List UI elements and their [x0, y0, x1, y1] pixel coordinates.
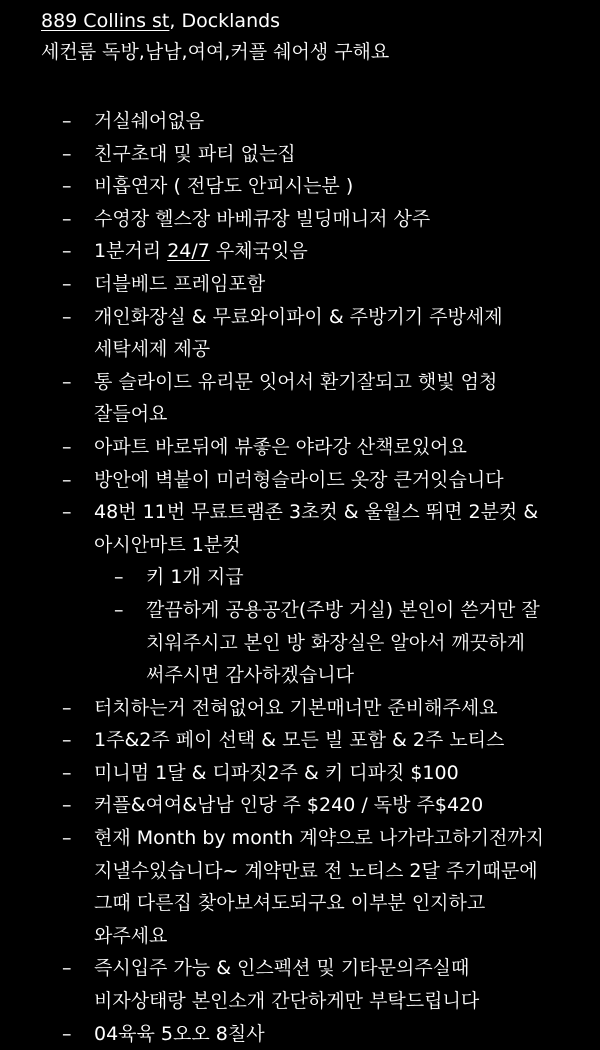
- list-item-text: 더블베드 프레임포함: [94, 272, 266, 295]
- dash-bullet: –: [62, 110, 72, 132]
- list-item-text: 아파트 바로뒤에 뷰좋은 야라강 산책로있어요: [94, 435, 467, 458]
- dash-bullet: –: [62, 468, 72, 491]
- list-item-text: 비흡연자 ( 전담도 안피시는분 ): [94, 175, 354, 198]
- list-item: [0, 366, 564, 431]
- list-item: [0, 1018, 564, 1050]
- dash-bullet: –: [62, 370, 72, 393]
- list-item-text: 04육육 5오오 8칠사: [94, 1022, 265, 1045]
- list-item-text: 1주&2주 페이 선택 & 모든 빌 포함 & 2주 노티스: [94, 729, 505, 752]
- list-item: [0, 301, 564, 366]
- list-item: [0, 105, 564, 138]
- list-item: [0, 692, 564, 725]
- address-link[interactable]: 889 Collins st: [41, 10, 170, 32]
- list-item-text: 깔끔하게 공용공간(주방 거실) 본인이 쓴거만 잘 치워주시고 본인 방 화장실은 알아서 깨끗하게 써주시면 감사하겠습니다: [146, 598, 540, 687]
- list-item-text-end: 우체국잇음: [209, 240, 308, 263]
- list-item-text: 터치하는거 전혀없어요 기본매너만 준비해주세요: [94, 696, 498, 719]
- dash-bullet: –: [62, 142, 72, 165]
- list-item-text: 친구초대 및 파티 없는집: [94, 142, 296, 165]
- list-item-text: 현재 Month by month 계약으로 나가라고하기전까지 지낼수있습니다~ 계약만료 전 노티스 2달 주기때문에 그때 다른집 찾아보셔도되구요 이부분 인지하고 와주세요: [94, 827, 545, 947]
- list-item: [0, 235, 564, 268]
- dash-bullet: –: [62, 240, 72, 263]
- list-item: [0, 952, 564, 1017]
- list-item: [0, 464, 564, 497]
- list-item-text: 수영장 헬스장 바베큐장 빌딩매니저 상주: [94, 207, 431, 230]
- dash-bullet: –: [62, 729, 72, 752]
- dash-bullet: –: [62, 794, 72, 817]
- list-item: [0, 757, 564, 790]
- dash-bullet: –: [62, 207, 72, 230]
- dash-bullet: –: [114, 598, 124, 621]
- dash-bullet: –: [62, 272, 72, 295]
- dash-bullet: –: [62, 827, 72, 850]
- list-item-text: 방안에 벽붙이 미러형슬라이드 옷장 큰거잇습니다: [94, 468, 504, 491]
- dash-bullet: –: [62, 696, 72, 719]
- dash-bullet: –: [62, 175, 72, 198]
- sub-list-item: [0, 561, 566, 594]
- dash-bullet: –: [62, 501, 72, 524]
- post-title: 세컨룸 독방,남남,여여,커플 쉐어생 구해요: [41, 41, 390, 63]
- list-item-text: 키 1개 지급: [146, 566, 244, 589]
- post-header: [41, 6, 581, 68]
- list-item: [0, 268, 564, 301]
- dash-bullet: –: [62, 435, 72, 458]
- dash-bullet: –: [62, 957, 72, 980]
- list-item: [0, 789, 564, 822]
- detected-link[interactable]: 24/7: [167, 240, 210, 263]
- list-item-text: [94, 240, 308, 262]
- list-item-text: 통 슬라이드 유리문 잇어서 환기잘되고 햇빛 엄청 잘들어요: [94, 370, 498, 426]
- list-item: [0, 496, 564, 561]
- dash-bullet: –: [62, 1022, 72, 1045]
- address-line: [41, 6, 581, 36]
- list-item: [0, 822, 564, 952]
- dash-bullet: –: [62, 761, 72, 784]
- list-item: [0, 203, 564, 236]
- list-item-text: 커플&여여&남남 인당 주 $240 / 독방 주$420: [94, 794, 484, 817]
- list-item: [0, 170, 564, 203]
- sub-list-item: [0, 594, 566, 692]
- address-suburb: , Docklands: [169, 10, 281, 32]
- list-item-text-start: 1분거리: [94, 240, 168, 263]
- list-item: [0, 724, 564, 757]
- list-item: [0, 431, 564, 464]
- list-item-text: 미니멈 1달 & 디파짓2주 & 키 디파짓 $100: [94, 761, 459, 784]
- list-item-text: 개인화장실 & 무료와이파이 & 주방기기 주방세제 세탁세제 제공: [94, 305, 503, 361]
- list-item-text: 즉시입주 가능 & 인스펙션 및 기타문의주실때 비자상태랑 본인소개 간단하게만 부탁드립니다: [94, 957, 480, 1013]
- list-item-text: 거실쉐어없음: [94, 110, 205, 132]
- list-item-text: 48번 11번 무료트램존 3초컷 & 울월스 뛰면 2분컷 & 아시안마트 1분컷: [94, 501, 539, 556]
- dash-bullet: –: [62, 305, 72, 328]
- bullet-list: [0, 105, 600, 1050]
- list-item: [0, 138, 564, 171]
- dash-bullet: –: [114, 566, 124, 589]
